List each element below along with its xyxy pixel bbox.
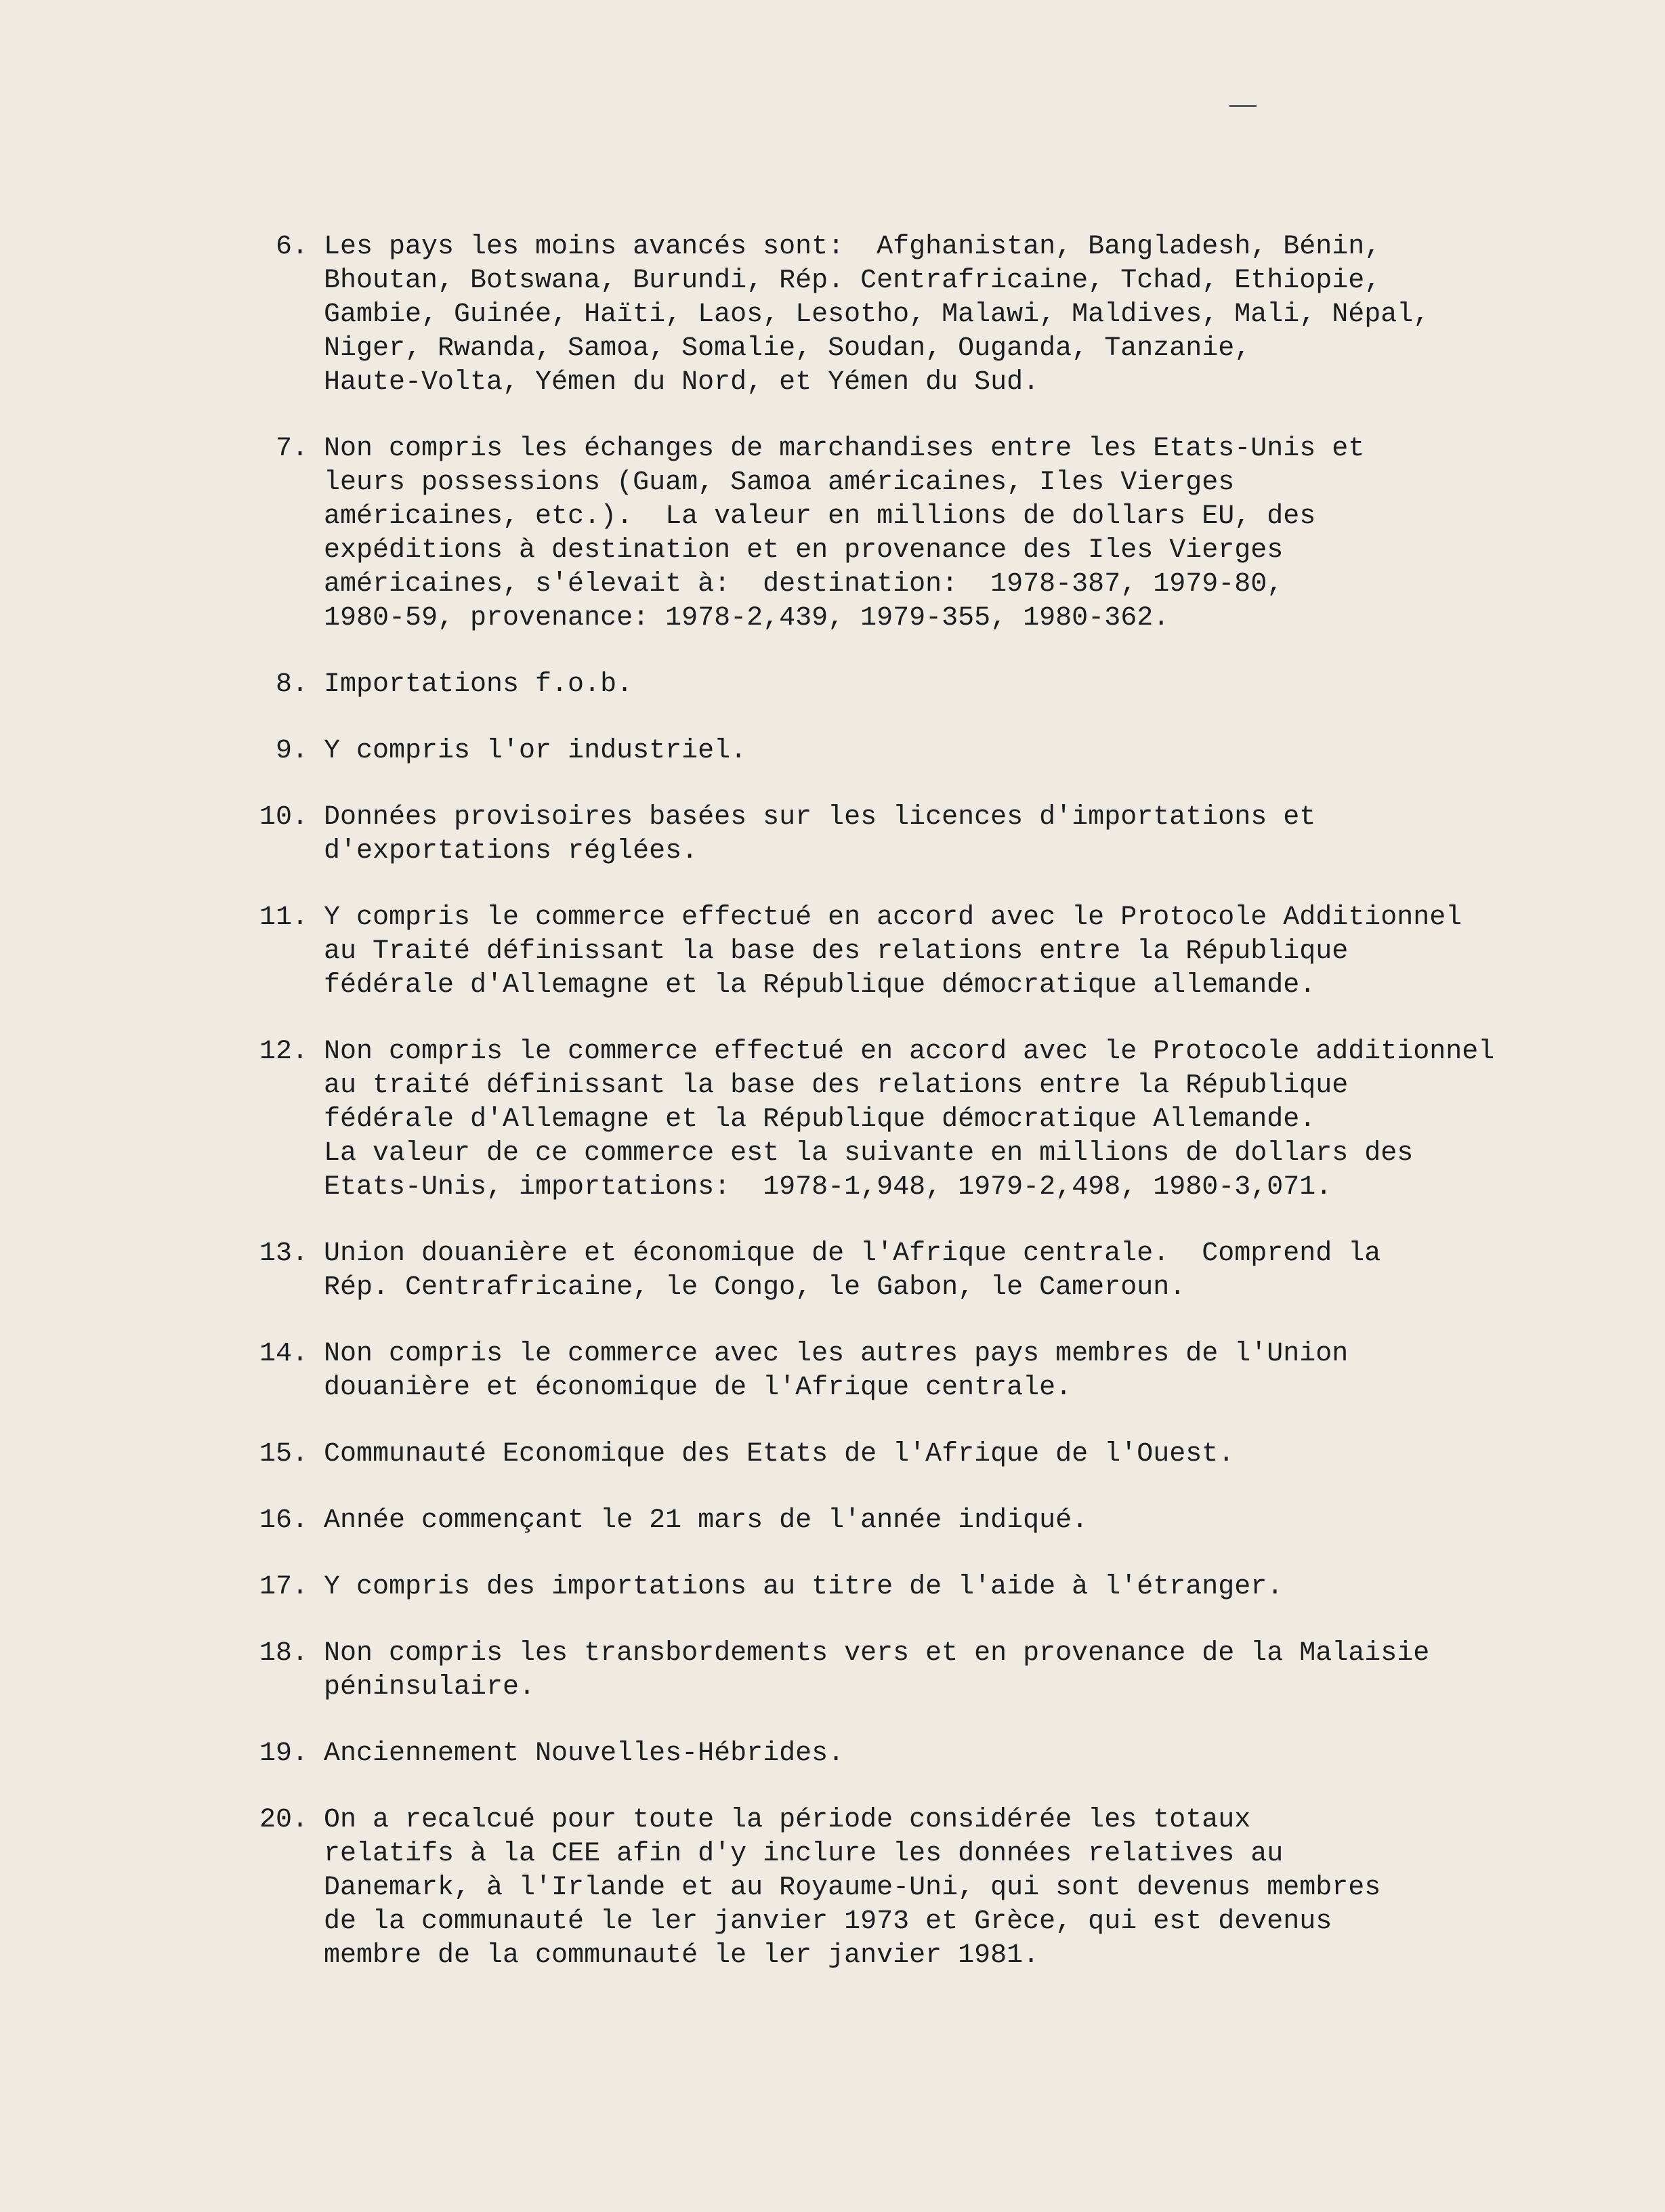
note-line: Non compris les échanges de marchandises entre les Etats-Unis et: [324, 434, 1365, 464]
note-line: Données provisoires basées sur les licences d'importations et: [324, 802, 1316, 833]
note-line: Y compris des importations au titre de l'aide à l'étranger.: [324, 1572, 1284, 1602]
note-number: 17.: [259, 1572, 308, 1602]
note-number: 12.: [259, 1037, 308, 1067]
note-line: leurs possessions (Guam, Samoa américaines, Iles Vierges: [324, 467, 1235, 498]
note-line: expéditions à destination et en provenance des Iles Vierges: [324, 535, 1284, 566]
note-number: 7.: [275, 434, 308, 464]
note-line: Niger, Rwanda, Samoa, Somalie, Soudan, Ouganda, Tanzanie,: [324, 333, 1251, 364]
note-item: [244, 734, 1565, 768]
note-number: 9.: [275, 736, 308, 766]
note-text: [324, 901, 1565, 1003]
note-number: 20.: [259, 1805, 308, 1835]
note-line: péninsulaire.: [324, 1672, 536, 1703]
page-mark: [1229, 105, 1257, 107]
note-text: [324, 1803, 1565, 1973]
note-item: [244, 1438, 1565, 1472]
note-line: de la communauté le ler janvier 1973 et Grèce, qui est devenus: [324, 1906, 1332, 1937]
note-line: fédérale d'Allemagne et la République démocratique allemande.: [324, 970, 1316, 1001]
note-line: Union douanière et économique de l'Afrique centrale. Comprend la: [324, 1238, 1381, 1269]
note-number: 16.: [259, 1505, 308, 1536]
note-line: Etats-Unis, importations: 1978-1,948, 1979-2,498, 1980-3,071.: [324, 1172, 1332, 1203]
note-line: relatifs à la CEE afin d'y inclure les données relatives au: [324, 1839, 1284, 1869]
note-line: Anciennement Nouvelles-Hébrides.: [324, 1738, 845, 1769]
note-line: d'exportations réglées.: [324, 836, 698, 867]
note-line: Bhoutan, Botswana, Burundi, Rép. Centrafricaine, Tchad, Ethiopie,: [324, 266, 1381, 296]
note-line: Y compris le commerce effectué en accord avec le Protocole Additionnel: [324, 902, 1462, 933]
note-line: Y compris l'or industriel.: [324, 736, 747, 766]
note-line: Rép. Centrafricaine, le Congo, le Gabon, le Cameroun.: [324, 1272, 1186, 1303]
note-text: [324, 1504, 1565, 1538]
note-line: membre de la communauté le ler janvier 1981.: [324, 1940, 1040, 1971]
note-text: [324, 1737, 1565, 1771]
note-text: [324, 1438, 1565, 1472]
note-line: Non compris le commerce effectué en accord avec le Protocole additionnel: [324, 1037, 1495, 1067]
note-number: 10.: [259, 802, 308, 833]
note-line: Danemark, à l'Irlande et au Royaume-Uni, qui sont devenus membres: [324, 1873, 1381, 1903]
note-line: On a recalcué pour toute la période considérée les totaux: [324, 1805, 1251, 1835]
note-number: 11.: [259, 902, 308, 933]
note-text: [324, 801, 1565, 869]
note-text: [324, 734, 1565, 768]
note-text: [324, 1637, 1565, 1705]
note-text: [324, 1570, 1565, 1604]
note-item: [244, 901, 1565, 1003]
note-line: douanière et économique de l'Afrique centrale.: [324, 1373, 1072, 1403]
note-item: [244, 1337, 1565, 1405]
note-text: [324, 230, 1565, 400]
note-line: Année commençant le 21 mars de l'année indiqué.: [324, 1505, 1089, 1536]
note-line: Non compris les transbordements vers et en provenance de la Malaisie: [324, 1638, 1430, 1669]
note-item: [244, 1637, 1565, 1705]
note-item: [244, 1737, 1565, 1771]
note-line: au traité définissant la base des relations entre la République: [324, 1070, 1349, 1101]
note-line: américaines, s'élevait à: destination: 1978-387, 1979-80,: [324, 569, 1284, 600]
note-line: Communauté Economique des Etats de l'Afrique de l'Ouest.: [324, 1439, 1235, 1469]
note-line: La valeur de ce commerce est la suivante en millions de dollars des: [324, 1138, 1414, 1169]
note-line: Non compris le commerce avec les autres pays membres de l'Union: [324, 1339, 1349, 1369]
note-line: 1980-59, provenance: 1978-2,439, 1979-355, 1980-362.: [324, 603, 1170, 633]
note-line: fédérale d'Allemagne et la République démocratique Allemande.: [324, 1104, 1316, 1135]
note-item: [244, 668, 1565, 702]
note-item: [244, 432, 1565, 635]
note-number: 18.: [259, 1638, 308, 1669]
note-number: 15.: [259, 1439, 308, 1469]
note-text: [324, 1337, 1565, 1405]
note-item: [244, 1803, 1565, 1973]
note-text: [324, 1237, 1565, 1305]
note-line: Gambie, Guinée, Haïti, Laos, Lesotho, Malawi, Maldives, Mali, Népal,: [324, 299, 1430, 330]
note-item: [244, 1237, 1565, 1305]
note-line: Haute-Volta, Yémen du Nord, et Yémen du Sud.: [324, 367, 1040, 398]
note-item: [244, 230, 1565, 400]
note-text: [324, 1035, 1565, 1205]
note-line: américaines, etc.). La valeur en millions de dollars EU, des: [324, 501, 1316, 532]
note-item: [244, 1570, 1565, 1604]
note-line: Importations f.o.b.: [324, 669, 633, 700]
note-number: 6.: [275, 232, 308, 262]
note-item: [244, 1504, 1565, 1538]
notes-list: [244, 230, 1565, 2005]
note-text: [324, 432, 1565, 635]
note-line: au Traité définissant la base des relations entre la République: [324, 936, 1349, 967]
note-item: [244, 801, 1565, 869]
note-text: [324, 668, 1565, 702]
note-number: 13.: [259, 1238, 308, 1269]
note-item: [244, 1035, 1565, 1205]
note-number: 8.: [275, 669, 308, 700]
note-line: Les pays les moins avancés sont: Afghanistan, Bangladesh, Bénin,: [324, 232, 1381, 262]
note-number: 19.: [259, 1738, 308, 1769]
note-number: 14.: [259, 1339, 308, 1369]
